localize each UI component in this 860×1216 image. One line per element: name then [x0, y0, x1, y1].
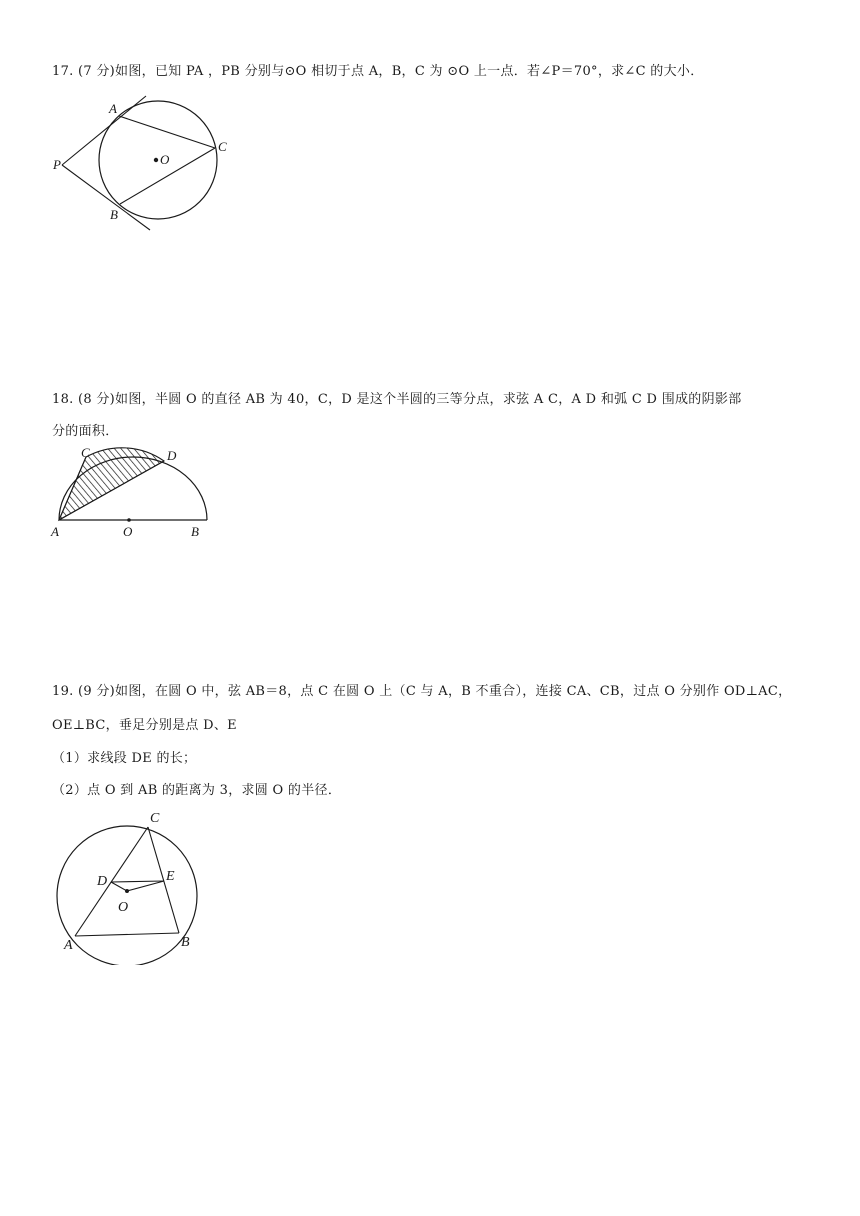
- label-c: C: [81, 445, 90, 460]
- center-point: [127, 518, 131, 522]
- segment-de: [111, 881, 164, 882]
- problem-19-question-1: （1）求线段 DE 的长；: [52, 751, 197, 766]
- label-d: D: [167, 448, 177, 463]
- segment-oe: [127, 881, 164, 891]
- problem-19-figure: [52, 805, 212, 965]
- label-b: B: [191, 524, 199, 539]
- tangent-pb: [62, 165, 150, 230]
- segment-od: [111, 882, 127, 891]
- problem-19-question-2: （2）点 O 到 AB 的距离为 3，求圆 O 的半径．: [52, 783, 342, 798]
- center-point: [125, 889, 129, 893]
- chord-ac: [119, 116, 215, 148]
- chord-ab: [75, 933, 179, 936]
- tangent-pa: [62, 96, 146, 165]
- problem-19-text-line-1: 19. (9 分)如图，在圆 O 中，弦 AB＝8，点 C 在圆 O 上（C 与 A，B 不重合），连接 CA、CB，过点 O 分别作 OD⊥AC，: [52, 684, 792, 699]
- center-point: [154, 158, 158, 162]
- label-p: P: [53, 157, 61, 172]
- label-a: A: [51, 524, 59, 539]
- circle-o: [57, 826, 197, 965]
- label-a: A: [64, 938, 73, 953]
- problem-19-text-line-2: OE⊥BC，垂足分别是点 D、E: [52, 718, 237, 733]
- problem-17-text: 17. (7 分)如图，已知 PA ，PB 分别与⊙O 相切于点 A，B，C 为 ⊙O 上一点．若∠P＝70°，求∠C 的大小．: [52, 64, 704, 79]
- label-o: O: [118, 900, 129, 915]
- label-b: B: [181, 935, 190, 950]
- problem-17-figure: [50, 92, 240, 234]
- problem-18-text-line-1: 18. (8 分)如图，半圆 O 的直径 AB 为 40，C，D 是这个半圆的三等分点，求弦 A C，A D 和弧 C D 围成的阴影部: [52, 392, 742, 407]
- label-c: C: [150, 811, 160, 826]
- label-o: O: [160, 152, 170, 167]
- label-o: O: [123, 524, 133, 539]
- label-b: B: [110, 207, 118, 222]
- label-d: D: [97, 874, 108, 889]
- problem-18-figure: [48, 440, 218, 540]
- label-c: C: [218, 139, 227, 154]
- label-e: E: [166, 869, 175, 884]
- problem-18-text-line-2: 分的面积．: [52, 424, 119, 439]
- label-a: A: [109, 101, 117, 116]
